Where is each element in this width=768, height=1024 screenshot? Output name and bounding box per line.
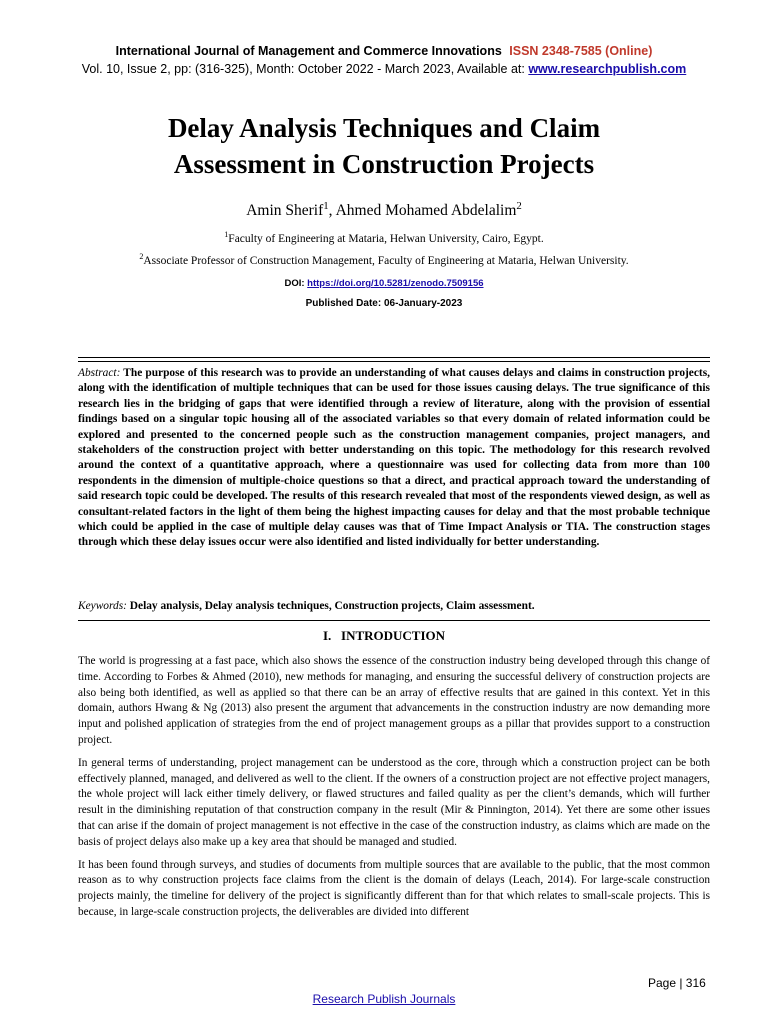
body-text bbox=[78, 654, 710, 928]
website-link[interactable]: www.researchpublish.com bbox=[528, 62, 687, 76]
volume-line bbox=[0, 62, 768, 76]
keywords bbox=[78, 600, 710, 612]
affiliation-2 bbox=[0, 252, 768, 267]
doi-label: DOI: bbox=[284, 278, 308, 289]
published-date: Published Date: 06-January-2023 bbox=[305, 298, 463, 309]
keywords-label: Keywords: bbox=[78, 600, 127, 612]
keywords-text: Delay analysis, Delay analysis techniques, Construction projects, Claim assessment. bbox=[126, 600, 535, 612]
abstract-text: The purpose of this research was to provide an understanding of what causes delays and claims in construction projects, along with the identification of multiple techniques that can be used for those issues causing delays. The true significance of this research lies in the bridging of gaps that were identified through a review of literature, along with the provision of essential findings based on a singular topic housing all of the associated variables so that every domain of related information could be explored and presented to the concerned people such as the construction management companies, project managers, and stakeholders of the construction project with better understanding on this topic. The methodology for this research revolved around the context of a quantitative approach, where a questionnaire was used for collecting data from more than 100 respondents in the dimension of multiple-choice questions so that a direct, and practical approach toward the understanding of said research topic could be developed. The results of this research revealed that most of the respondents viewed design, as well as consultant-related factors in the light of them being the highest impacting causes for delay and that the most probable technique which could be applied in the case of multiple delay causes was that of Time Impact Analysis or TIA. The construction stages through which these delay issues occur were also identified and listed individually for better understanding. bbox=[78, 367, 710, 549]
divider-top-1 bbox=[78, 357, 710, 358]
paragraph-3: It has been found through surveys, and studies of documents from multiple sources that are available to the public, that the most common reason as to why construction projects face claims from the client is the domain of delays (Leach, 2014). For large-scale construction projects mainly, the timeline for delivery of the project is significantly different than for that which relates to small-scale projects. This is because, in large-scale construction projects, the deliverables are divided into different bbox=[78, 858, 710, 918]
author-1-sup: 1 bbox=[323, 199, 329, 212]
page-number: Page | 316 bbox=[648, 976, 706, 990]
affiliation-2-text: Associate Professor of Construction Management, Faculty of Engineering at Mataria, Helwan University. bbox=[143, 255, 629, 267]
author-2: Ahmed Mohamed Abdelalim bbox=[335, 202, 517, 219]
divider-top-2 bbox=[78, 361, 710, 362]
journal-header bbox=[0, 44, 768, 58]
affiliation-1 bbox=[0, 230, 768, 245]
authors bbox=[0, 199, 768, 220]
paragraph-2: In general terms of understanding, project management can be understood as the core, through which a construction project can be both effectively planned, managed, and delivered as well to the client. If the owners of a construction project are not effective project managers, the whole project will lack either timely delivery, or flawed structures and failed quality as per the client’s demands, which will further result in the diminishing reputation of that construction company in the result (Mir & Pinnington, 2014). Yet there are some other issues that can arise if the domain of project management is not effective in the case of the construction industry, as claims which are made on the basis of project delays also make up a key area that should be managed and studied. bbox=[78, 756, 710, 848]
doi-line bbox=[0, 278, 768, 289]
title-line-1: Delay Analysis Techniques and Claim bbox=[167, 113, 601, 143]
title-line-2: Assessment in Construction Projects bbox=[173, 149, 595, 179]
volume-info: Vol. 10, Issue 2, pp: (316-325), Month: October 2022 - March 2023, Available at: bbox=[81, 62, 529, 76]
author-separator: , bbox=[328, 202, 336, 219]
footer bbox=[0, 992, 768, 1006]
author-2-sup: 2 bbox=[516, 199, 522, 212]
paper-title bbox=[60, 110, 708, 182]
doi-link[interactable]: https://doi.org/10.5281/zenodo.7509156 bbox=[307, 278, 484, 289]
affiliation-1-text: Faculty of Engineering at Mataria, Helwan University, Cairo, Egypt. bbox=[228, 233, 544, 245]
author-1: Amin Sherif bbox=[246, 202, 324, 219]
section-heading: I. INTRODUCTION bbox=[322, 628, 446, 643]
abstract-label: Abstract: bbox=[78, 367, 121, 379]
affiliation-1-sup: 1 bbox=[224, 230, 229, 240]
affiliation-2-sup: 2 bbox=[139, 252, 144, 262]
abstract bbox=[78, 366, 710, 551]
issn: ISSN 2348-7585 (Online) bbox=[509, 44, 653, 58]
divider-bottom bbox=[78, 620, 710, 621]
paragraph-1: The world is progressing at a fast pace, which also shows the essence of the construction industry being developed through this change of time. According to Forbes & Ahmed (2010), new methods for managing, and ensuring the successful delivery of construction projects are also being both identified, as well as applied so that there can be an array of effective results that are gained in this context. Yet in this domain, authors Hwang & Ng (2013) also present the argument that advancements in the construction industry are now demanding more input and polished application of strategies from the end of project management groups as a pillar that provides support to a construction project. bbox=[78, 655, 710, 746]
journal-name: International Journal of Management and Commerce Innovations bbox=[115, 44, 502, 58]
publisher-link[interactable]: Research Publish Journals bbox=[312, 992, 456, 1006]
